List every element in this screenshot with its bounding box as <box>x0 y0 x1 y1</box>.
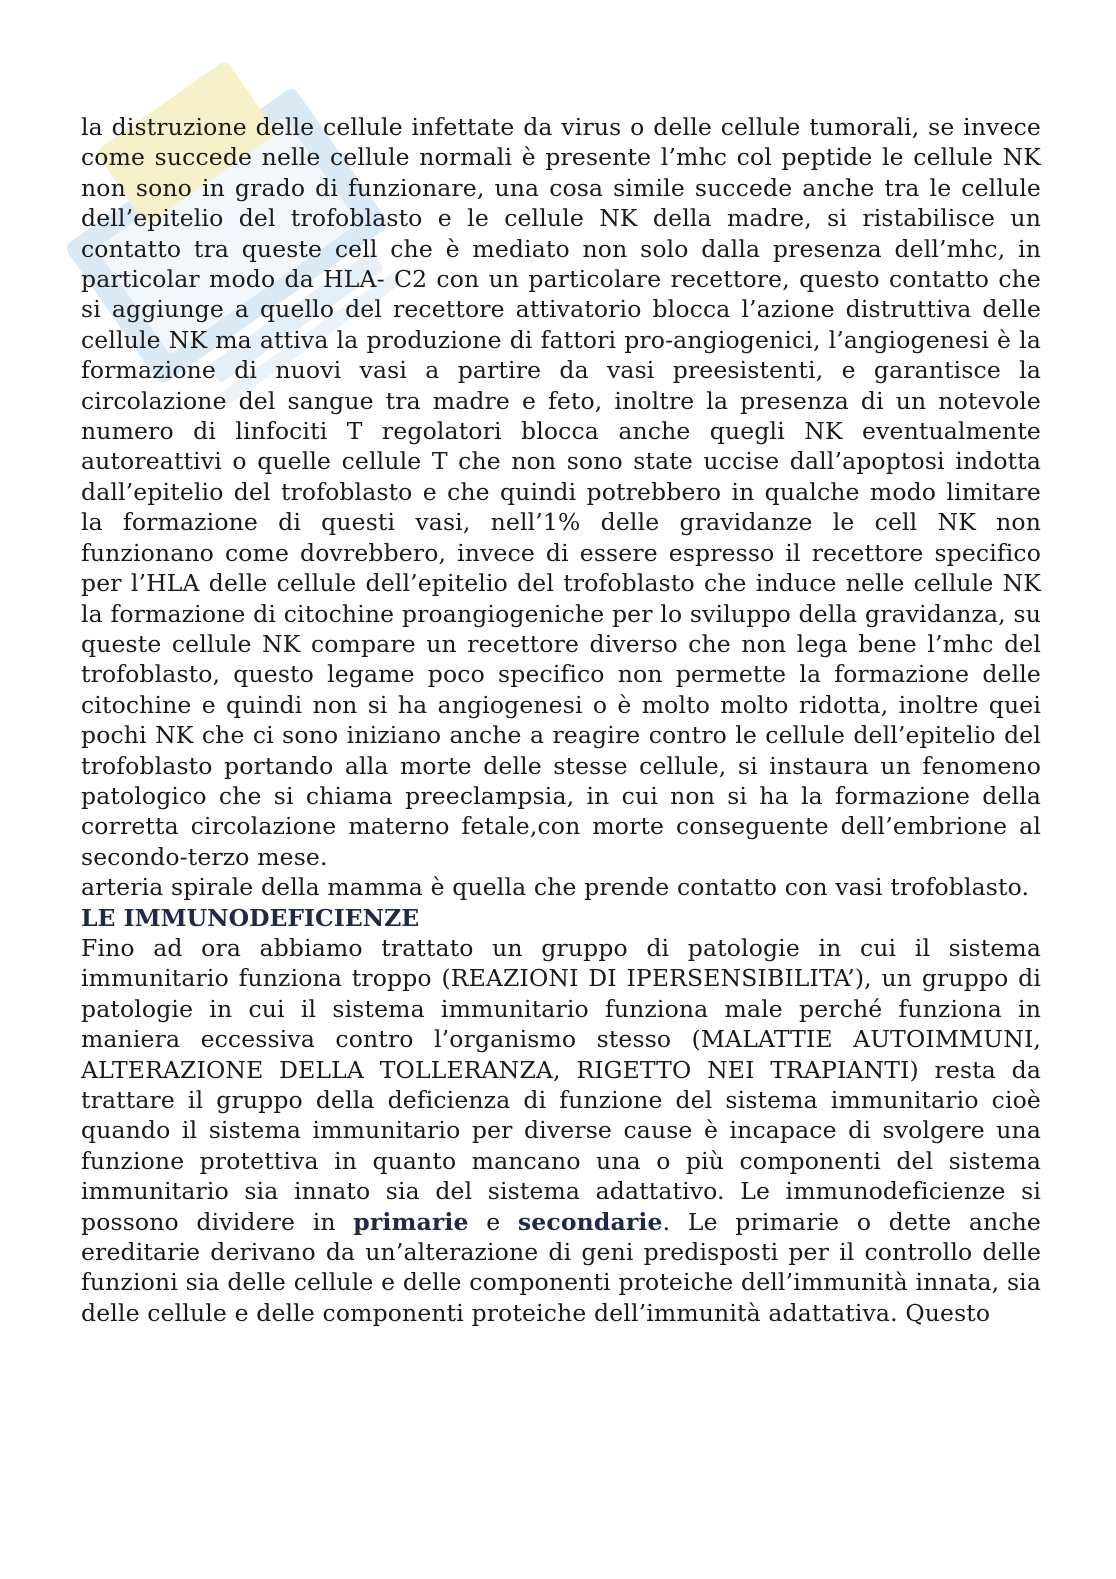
body-paragraph: la distruzione delle cellule infettate da virus o delle cellule tumorali, se invece come succede nelle cellule normali è presente l’mhc col peptide le cellule NK non sono in grado di funzionare, una cosa simile succede anche tra le cellule dell’epitelio del trofoblasto e le cellule NK della madre, si ristabilisce un contatto tra queste cell che è mediato non solo dalla presenza dell’mhc, in particolar modo da HLA- C2 con un particolare recettore, questo contatto che si aggiunge a quello del recettore attivatorio blocca l’azione distruttiva delle cellule NK ma attiva la produzione di fattori pro-angiogenici, l’angiogenesi è la formazione di nuovi vasi a partire da vasi preesistenti, e garantisce la circolazione del sangue tra madre e feto, inoltre la presenza di un notevole numero di linfociti T regolatori blocca anche quegli NK eventualmente autoreattivi o quelle cellule T che non sono state uccise dall’apoptosi indotta dall’epitelio del trofoblasto e che quindi potrebbero in qualche modo limitare la formazione di questi vasi, nell’1% delle gravidanze le cell NK non funzionano come dovrebbero, invece di essere espresso il recettore specifico per l’HLA delle cellule dell’epitelio del trofoblasto che induce nelle cellule NK la formazione di citochine proangiogeniche per lo sviluppo della gravidanza, su queste cellule NK compare un recettore diverso che non lega bene l’mhc del trofoblasto, questo legame poco specifico non permette la formazione delle citochine e quindi non si ha angiogenesi o è molto molto ridotta, inoltre quei pochi NK che ci sono iniziano anche a reagire contro le cellule dell’epitelio del trofoblasto portando alla morte delle stesse cellule, si instaura un fenomeno patologico che si chiama preeclampsia, in cui non si ha la formazione della corretta circolazione materno fetale,con morte conseguente dell’embrione al secondo-terzo mese. <box>81 113 1041 871</box>
term-secondarie: secondarie <box>517 1207 663 1236</box>
body-paragraph: arteria spirale della mamma è quella che prende contatto con vasi trofoblasto. <box>81 873 1030 902</box>
section-heading: LE IMMUNODEFICIENZE <box>81 903 420 932</box>
paragraph-text: Fino ad ora abbiamo trattato un gruppo di patologie in cui il sistema immunitario funziona troppo (REAZIONI DI IPERSENSIBILITA’), un gruppo di patologie in cui il sistema immunitario funziona male perché funziona in maniera eccessiva contro l’organismo stesso (MALATTIE AUTOIMMUNI, ALTERAZIONE DELLA TOLLERANZA, RIGETTO NEI TRAPIANTI) resta da trattare il gruppo della deficienza di funzione del sistema immunitario cioè quando il sistema immunitario per diverse cause è incapace di svolgere una funzione protettiva in quanto mancano una o più componenti del sistema immunitario sia innato sia del sistema adattativo. Le immunodeficienze si possono dividere in <box>81 933 1041 1236</box>
document-page <box>81 112 1041 1328</box>
body-paragraph <box>81 933 1041 1328</box>
paragraph-text: . Le primarie o dette anche ereditarie derivano da un’alterazione di geni predisposti per il controllo delle funzioni sia delle cellule e delle componenti proteiche dell’immunità innata, sia delle cellule e delle componenti proteiche dell’immunità adattativa. Questo <box>81 1207 1041 1327</box>
term-primarie: primarie <box>353 1207 469 1236</box>
paragraph-text: e <box>468 1207 518 1236</box>
